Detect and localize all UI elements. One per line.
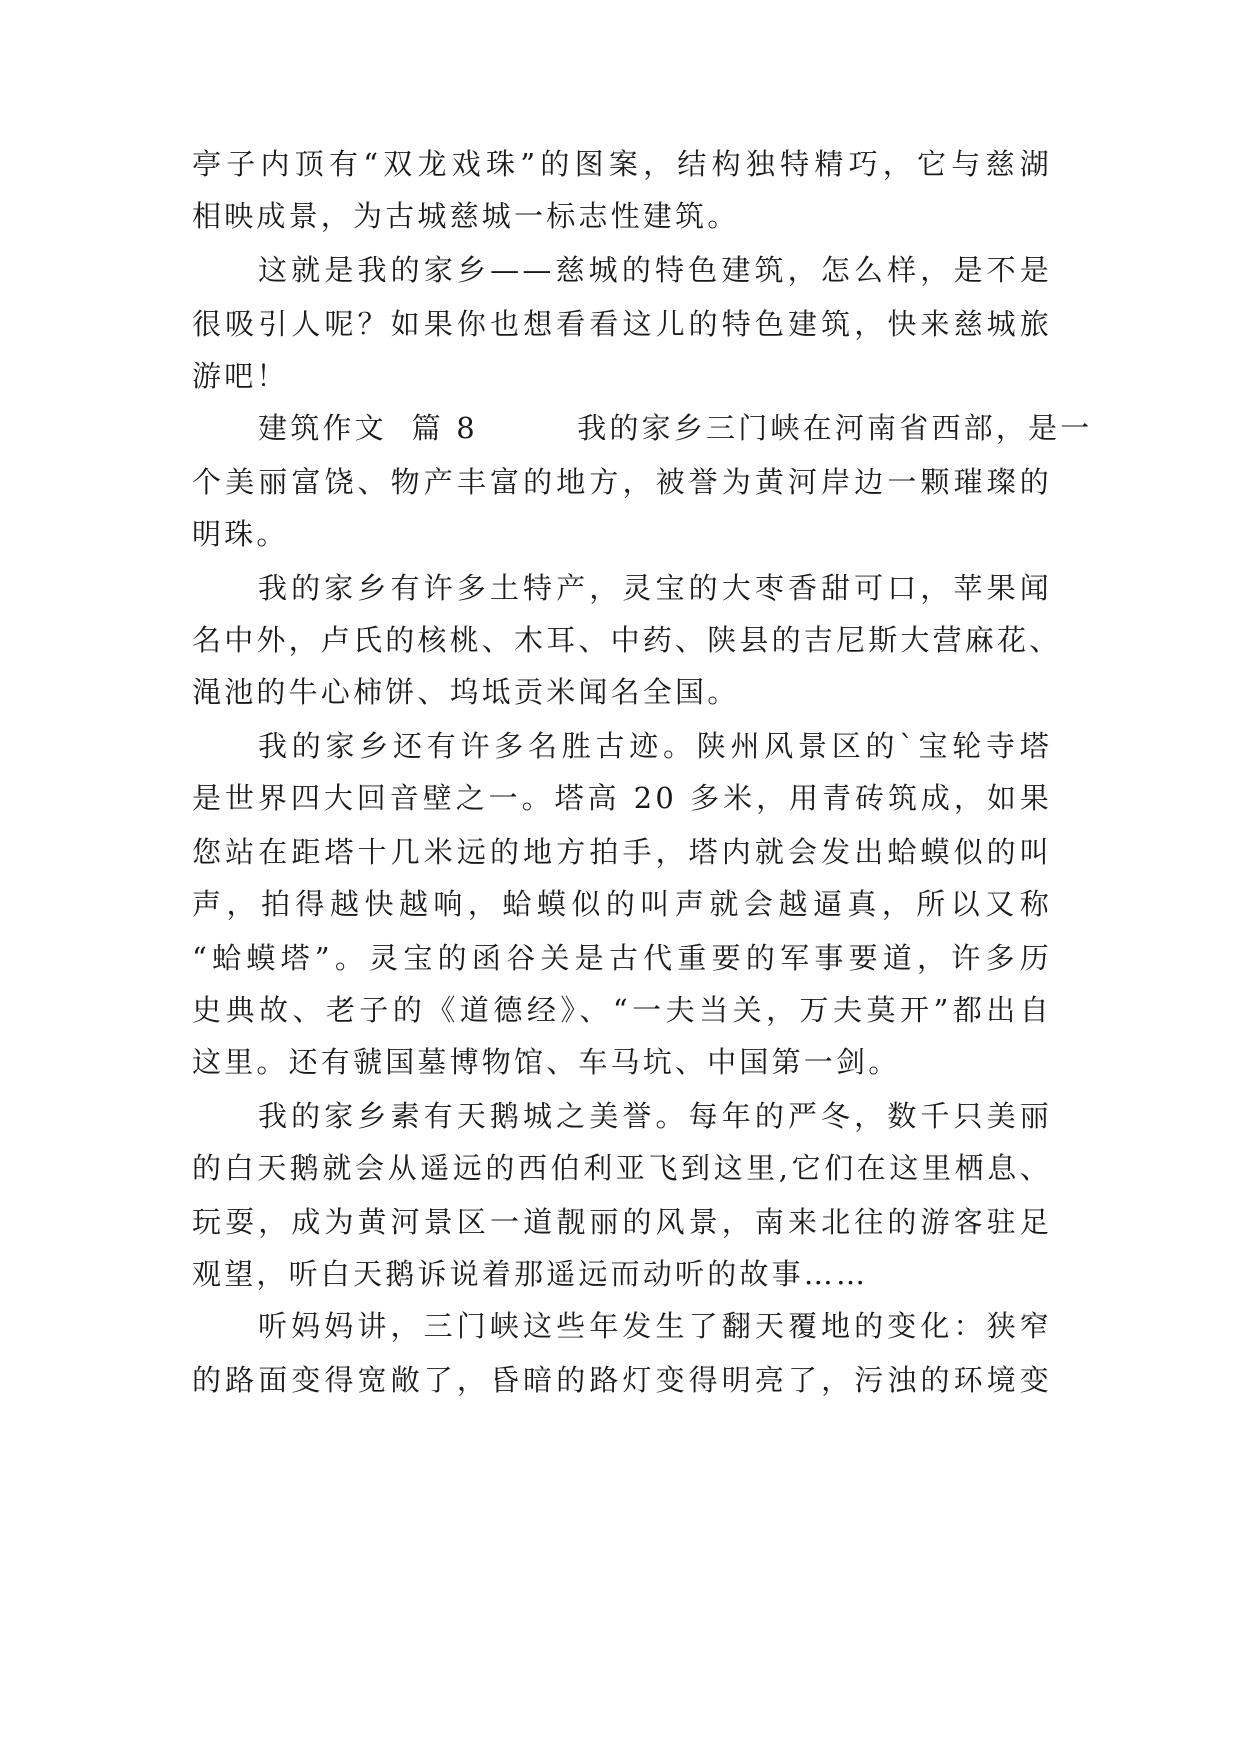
text-line: 您站在距塔十几米远的地方拍手，塔内就会发出蛤蟆似的叫: [192, 835, 1052, 869]
paragraph-start-line: 我的家乡还有许多名胜古迹。陕州风景区的`宝轮寺塔: [258, 729, 1052, 763]
paragraph-start-line: 听妈妈讲，三门峡这些年发生了翻天覆地的变化：狭窄: [258, 1309, 1052, 1343]
text-line: 史典故、老子的《道德经》、“一夫当关，万夫莫开”都出自: [192, 993, 1052, 1027]
text-line: 玩耍，成为黄河景区一道靓丽的风景，南来北往的游客驻足: [192, 1205, 1052, 1239]
section-heading-line: 建筑作文 篇 8 我的家乡三门峡在河南省西部，是一: [258, 411, 1093, 445]
text-line: 观望，听白天鹅诉说着那遥远而动听的故事……: [192, 1257, 869, 1291]
text-line: 游吧！: [192, 359, 289, 393]
paragraph-start-line: 我的家乡素有天鹅城之美誉。每年的严冬，数千只美丽: [258, 1099, 1052, 1133]
paragraph-start-line: 我的家乡有许多土特产，灵宝的大枣香甜可口，苹果闻: [258, 571, 1052, 605]
text-line: 是世界四大回音壁之一。塔高 20 多米，用青砖筑成，如果: [192, 781, 1052, 815]
text-line: 名中外，卢氏的核桃、木耳、中药、陕县的吉尼斯大营麻花、: [192, 623, 1062, 657]
text-line: 很吸引人呢？如果你也想看看这儿的特色建筑，快来慈城旅: [192, 307, 1052, 341]
text-line: “蛤蟆塔”。灵宝的函谷关是古代重要的军事要道，许多历: [192, 941, 1052, 975]
paragraph-start-line: 这就是我的家乡——慈城的特色建筑，怎么样，是不是: [258, 253, 1052, 287]
text-line: 的白天鹅就会从遥远的西伯利亚飞到这里,它们在这里栖息、: [192, 1151, 1052, 1185]
text-line: 这里。还有虢国墓博物馆、车马坑、中国第一剑。: [192, 1045, 901, 1079]
text-line: 渑池的牛心柿饼、坞坻贡米闻名全国。: [192, 675, 740, 709]
text-line: 亭子内顶有“双龙戏珠”的图案，结构独特精巧，它与慈湖: [192, 147, 1052, 181]
text-line: 相映成景，为古城慈城一标志性建筑。: [192, 199, 740, 233]
text-line: 明珠。: [192, 517, 289, 551]
text-line: 个美丽富饶、物产丰富的地方，被誉为黄河岸边一颗璀璨的: [192, 465, 1052, 499]
text-line: 声，拍得越快越响，蛤蟆似的叫声就会越逼真，所以又称: [192, 887, 1052, 921]
text-line: 的路面变得宽敞了，昏暗的路灯变得明亮了，污浊的环境变: [192, 1363, 1052, 1397]
